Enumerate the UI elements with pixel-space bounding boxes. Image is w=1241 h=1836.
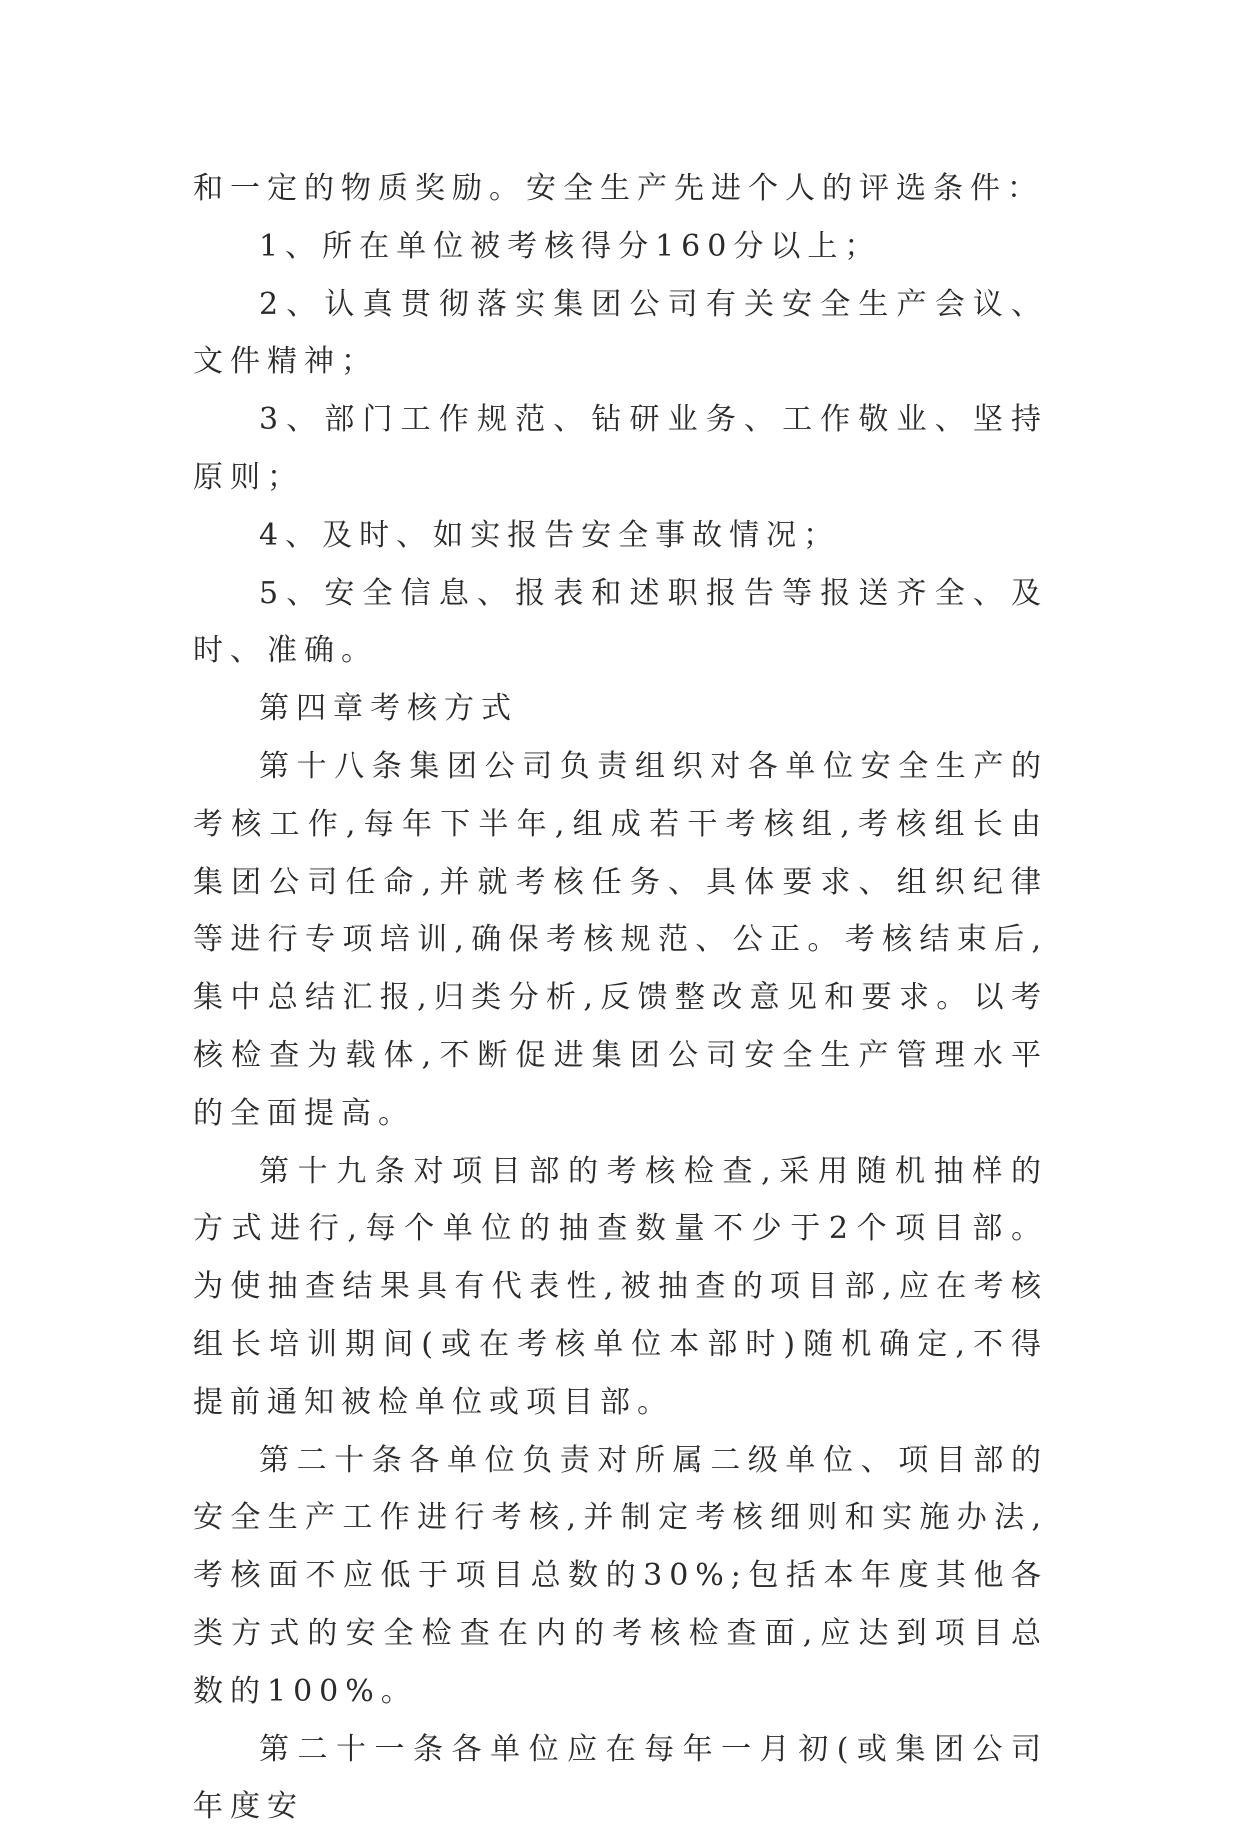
- criteria-item-3: 3、部门工作规范、钻研业务、工作敬业、坚持原则；: [193, 402, 1048, 495]
- criteria-item-5: 5、安全信息、报表和述职报告等报送齐全、及时、准确。: [193, 575, 1048, 669]
- criteria-item-2: 2、认真贯彻落实集团公司有关安全生产会议、文件精神；: [193, 286, 1048, 380]
- article-20: 第二十条各单位负责对所属二级单位、项目部的安全生产工作进行考核,并制定考核细则和实施办法,考核面不应低于项目总数的30%;包括本年度其他各类方式的安全检查在内的考核检查面,应达到项目总数的100%。: [193, 1442, 1048, 1709]
- article-18: 第十八条集团公司负责组织对各单位安全生产的考核工作,每年下半年,组成若干考核组,考核组长由集团公司任命,并就考核任务、具体要求、组织纪律等进行专项培训,确保考核规范、公正。考核结束后,集中总结汇报,归类分析,反馈整改意见和要求。以考核检查为载体,不断促进集团公司安全生产管理水平的全面提高。: [193, 748, 1048, 1131]
- criteria-item-4: 4、及时、如实报告安全事故情况；: [259, 517, 841, 553]
- document-body: [193, 160, 1048, 1836]
- article-21: 第二十一条各单位应在每年一月初(或集团公司年度安: [193, 1731, 1048, 1825]
- paragraph-continuation: 和一定的物质奖励。安全生产先进个人的评选条件：: [193, 171, 1044, 206]
- criteria-item-1: 1、所在单位被考核得分160分以上；: [259, 228, 882, 264]
- chapter-heading: 第四章考核方式: [259, 691, 518, 727]
- article-19: 第十九条对项目部的考核检查,采用随机抽样的方式进行,每个单位的抽查数量不少于2个项目部。为使抽查结果具有代表性,被抽查的项目部,应在考核组长培训期间(或在考核单位本部时)随机确定,不得提前通知被检单位或项目部。: [193, 1153, 1048, 1420]
